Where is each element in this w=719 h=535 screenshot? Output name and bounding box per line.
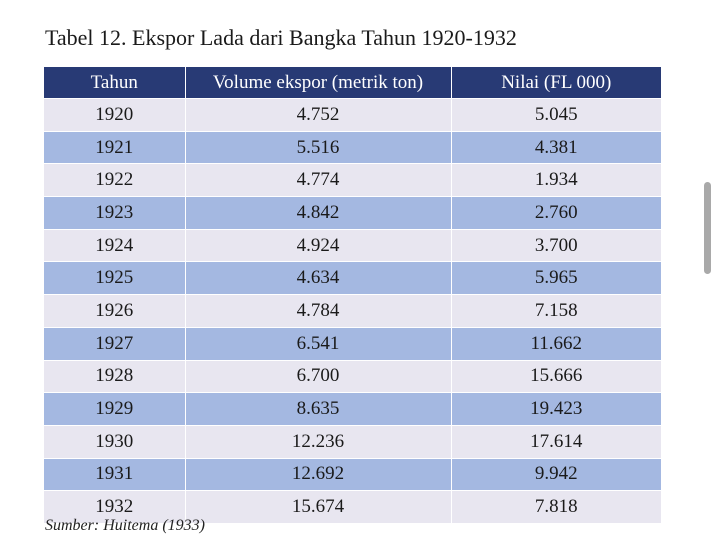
cell-volume: 4.842 <box>185 197 451 230</box>
cell-year: 1926 <box>44 295 185 328</box>
cell-year: 1922 <box>44 164 185 197</box>
cell-year: 1921 <box>44 131 185 164</box>
table-row <box>44 229 661 262</box>
cell-value: 1.934 <box>451 164 661 197</box>
cell-value: 7.818 <box>451 491 661 523</box>
cell-year: 1932 <box>44 491 185 523</box>
table-row <box>44 425 661 458</box>
table-row <box>44 360 661 393</box>
table-row <box>44 197 661 230</box>
column-header-volume: Volume ekspor (metrik ton) <box>185 67 451 99</box>
cell-volume: 4.634 <box>185 262 451 295</box>
cell-year: 1931 <box>44 458 185 491</box>
table-row <box>44 393 661 426</box>
export-table <box>44 67 661 523</box>
vertical-scrollbar[interactable] <box>704 182 711 274</box>
table-row <box>44 164 661 197</box>
cell-volume: 4.752 <box>185 99 451 132</box>
cell-volume: 12.692 <box>185 458 451 491</box>
cell-volume: 4.784 <box>185 295 451 328</box>
column-header-year: Tahun <box>44 67 185 99</box>
cell-volume: 4.924 <box>185 229 451 262</box>
cell-value: 15.666 <box>451 360 661 393</box>
source-note: Sumber: Huitema (1933) <box>45 517 205 534</box>
cell-volume: 15.674 <box>185 491 451 523</box>
cell-volume: 12.236 <box>185 425 451 458</box>
cell-value: 9.942 <box>451 458 661 491</box>
cell-year: 1928 <box>44 360 185 393</box>
cell-year: 1923 <box>44 197 185 230</box>
cell-year: 1930 <box>44 425 185 458</box>
cell-value: 4.381 <box>451 131 661 164</box>
cell-year: 1929 <box>44 393 185 426</box>
cell-value: 5.045 <box>451 99 661 132</box>
cell-volume: 5.516 <box>185 131 451 164</box>
cell-value: 7.158 <box>451 295 661 328</box>
cell-year: 1927 <box>44 327 185 360</box>
cell-value: 17.614 <box>451 425 661 458</box>
cell-value: 3.700 <box>451 229 661 262</box>
cell-volume: 6.700 <box>185 360 451 393</box>
cell-volume: 4.774 <box>185 164 451 197</box>
header-row <box>44 67 661 99</box>
cell-volume: 6.541 <box>185 327 451 360</box>
table-caption: Tabel 12. Ekspor Lada dari Bangka Tahun 1920-1932 <box>45 25 517 50</box>
cell-year: 1924 <box>44 229 185 262</box>
table-row <box>44 327 661 360</box>
table-row <box>44 131 661 164</box>
cell-value: 11.662 <box>451 327 661 360</box>
cell-volume: 8.635 <box>185 393 451 426</box>
table-row <box>44 99 661 132</box>
cell-value: 5.965 <box>451 262 661 295</box>
cell-year: 1925 <box>44 262 185 295</box>
table-row <box>44 295 661 328</box>
table-row <box>44 262 661 295</box>
cell-value: 19.423 <box>451 393 661 426</box>
column-header-value: Nilai (FL 000) <box>451 67 661 99</box>
cell-value: 2.760 <box>451 197 661 230</box>
table-row <box>44 458 661 491</box>
cell-year: 1920 <box>44 99 185 132</box>
